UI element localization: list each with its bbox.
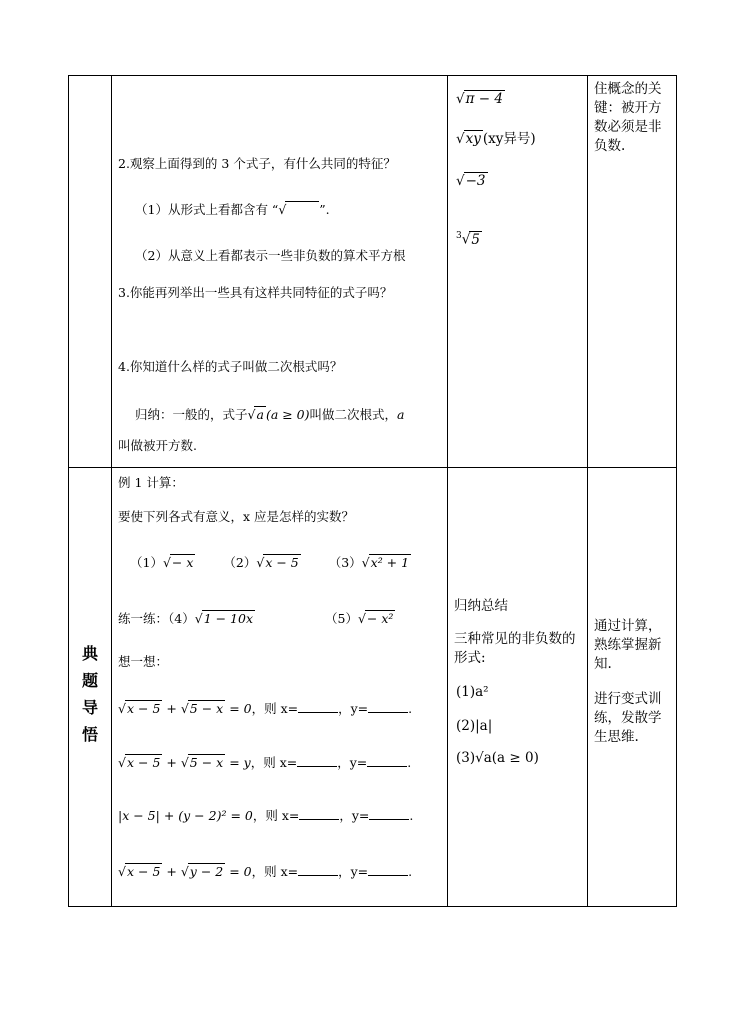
example-1-title: 例 1 计算： <box>118 475 184 490</box>
col-divider-2 <box>447 75 448 907</box>
example-sqrt-xy: √xy (xy异号) <box>456 131 536 147</box>
definition-summary-line2: 叫做被开方数. <box>118 438 197 453</box>
equation-4: √x − 5 + √y − 2 = 0，则 x= ，y= . <box>118 864 413 879</box>
question-2-1: （1）从形式上看都含有 “√ ”. <box>135 202 330 217</box>
col-divider-3 <box>587 75 588 907</box>
form-3: (3)√a(a ≥ 0) <box>456 750 539 766</box>
example-items-row: （1）√− x （2）√x − 5 （3）√x² + 1 <box>130 555 410 570</box>
equation-3: |x − 5| + (y − 2)² = 0，则 x= ，y= . <box>118 808 414 823</box>
section-label: 典 题 导 悟 <box>81 644 98 744</box>
summary-title: 归纳总结 <box>454 598 508 614</box>
definition-summary: 归纳：一般的，式子√a (a ≥ 0)叫做二次根式，a <box>135 407 405 422</box>
practice-note: 通过计算，熟练掌握新知. <box>594 618 662 672</box>
example-1-prompt: 要使下列各式有意义，x 应是怎样的实数？ <box>118 509 355 524</box>
example-sqrt-neg3: √−3 <box>456 173 486 189</box>
variation-note: 进行变式训练，发散学生思维. <box>594 691 662 745</box>
concept-note: 住概念的关键：被开方数必须是非负数. <box>594 81 662 154</box>
form-2: (2)|a| <box>456 718 493 734</box>
think-label: 想一想： <box>118 654 169 669</box>
question-3: 3.你能再列举出一些具有这样共同特征的式子吗？ <box>118 285 393 300</box>
col-divider-1 <box>111 75 112 907</box>
form-1: (1)a² <box>456 684 489 700</box>
question-4: 4.你知道什么样的式子叫做二次根式吗？ <box>118 359 343 374</box>
question-2: 2.观察上面得到的 3 个式子，有什么共同的特征？ <box>118 156 396 171</box>
practice-row: 练一练：（4）√1 − 10x （5）√− x² <box>118 611 394 626</box>
equation-1: √x − 5 + √5 − x = 0，则 x= ，y= . <box>118 701 413 716</box>
lesson-table <box>68 75 677 907</box>
example-sqrt-pi: √π − 4 <box>456 91 503 107</box>
equation-2: √x − 5 + √5 − x = y，则 x= ，y= . <box>118 755 412 770</box>
example-cuberoot-5: $^3$√5 <box>456 231 480 248</box>
question-2-2: （2）从意义上看都表示一些非负数的算术平方根 <box>135 248 406 263</box>
summary-desc: 三种常见的非负数的形式: <box>454 631 576 666</box>
row-divider <box>68 467 677 468</box>
